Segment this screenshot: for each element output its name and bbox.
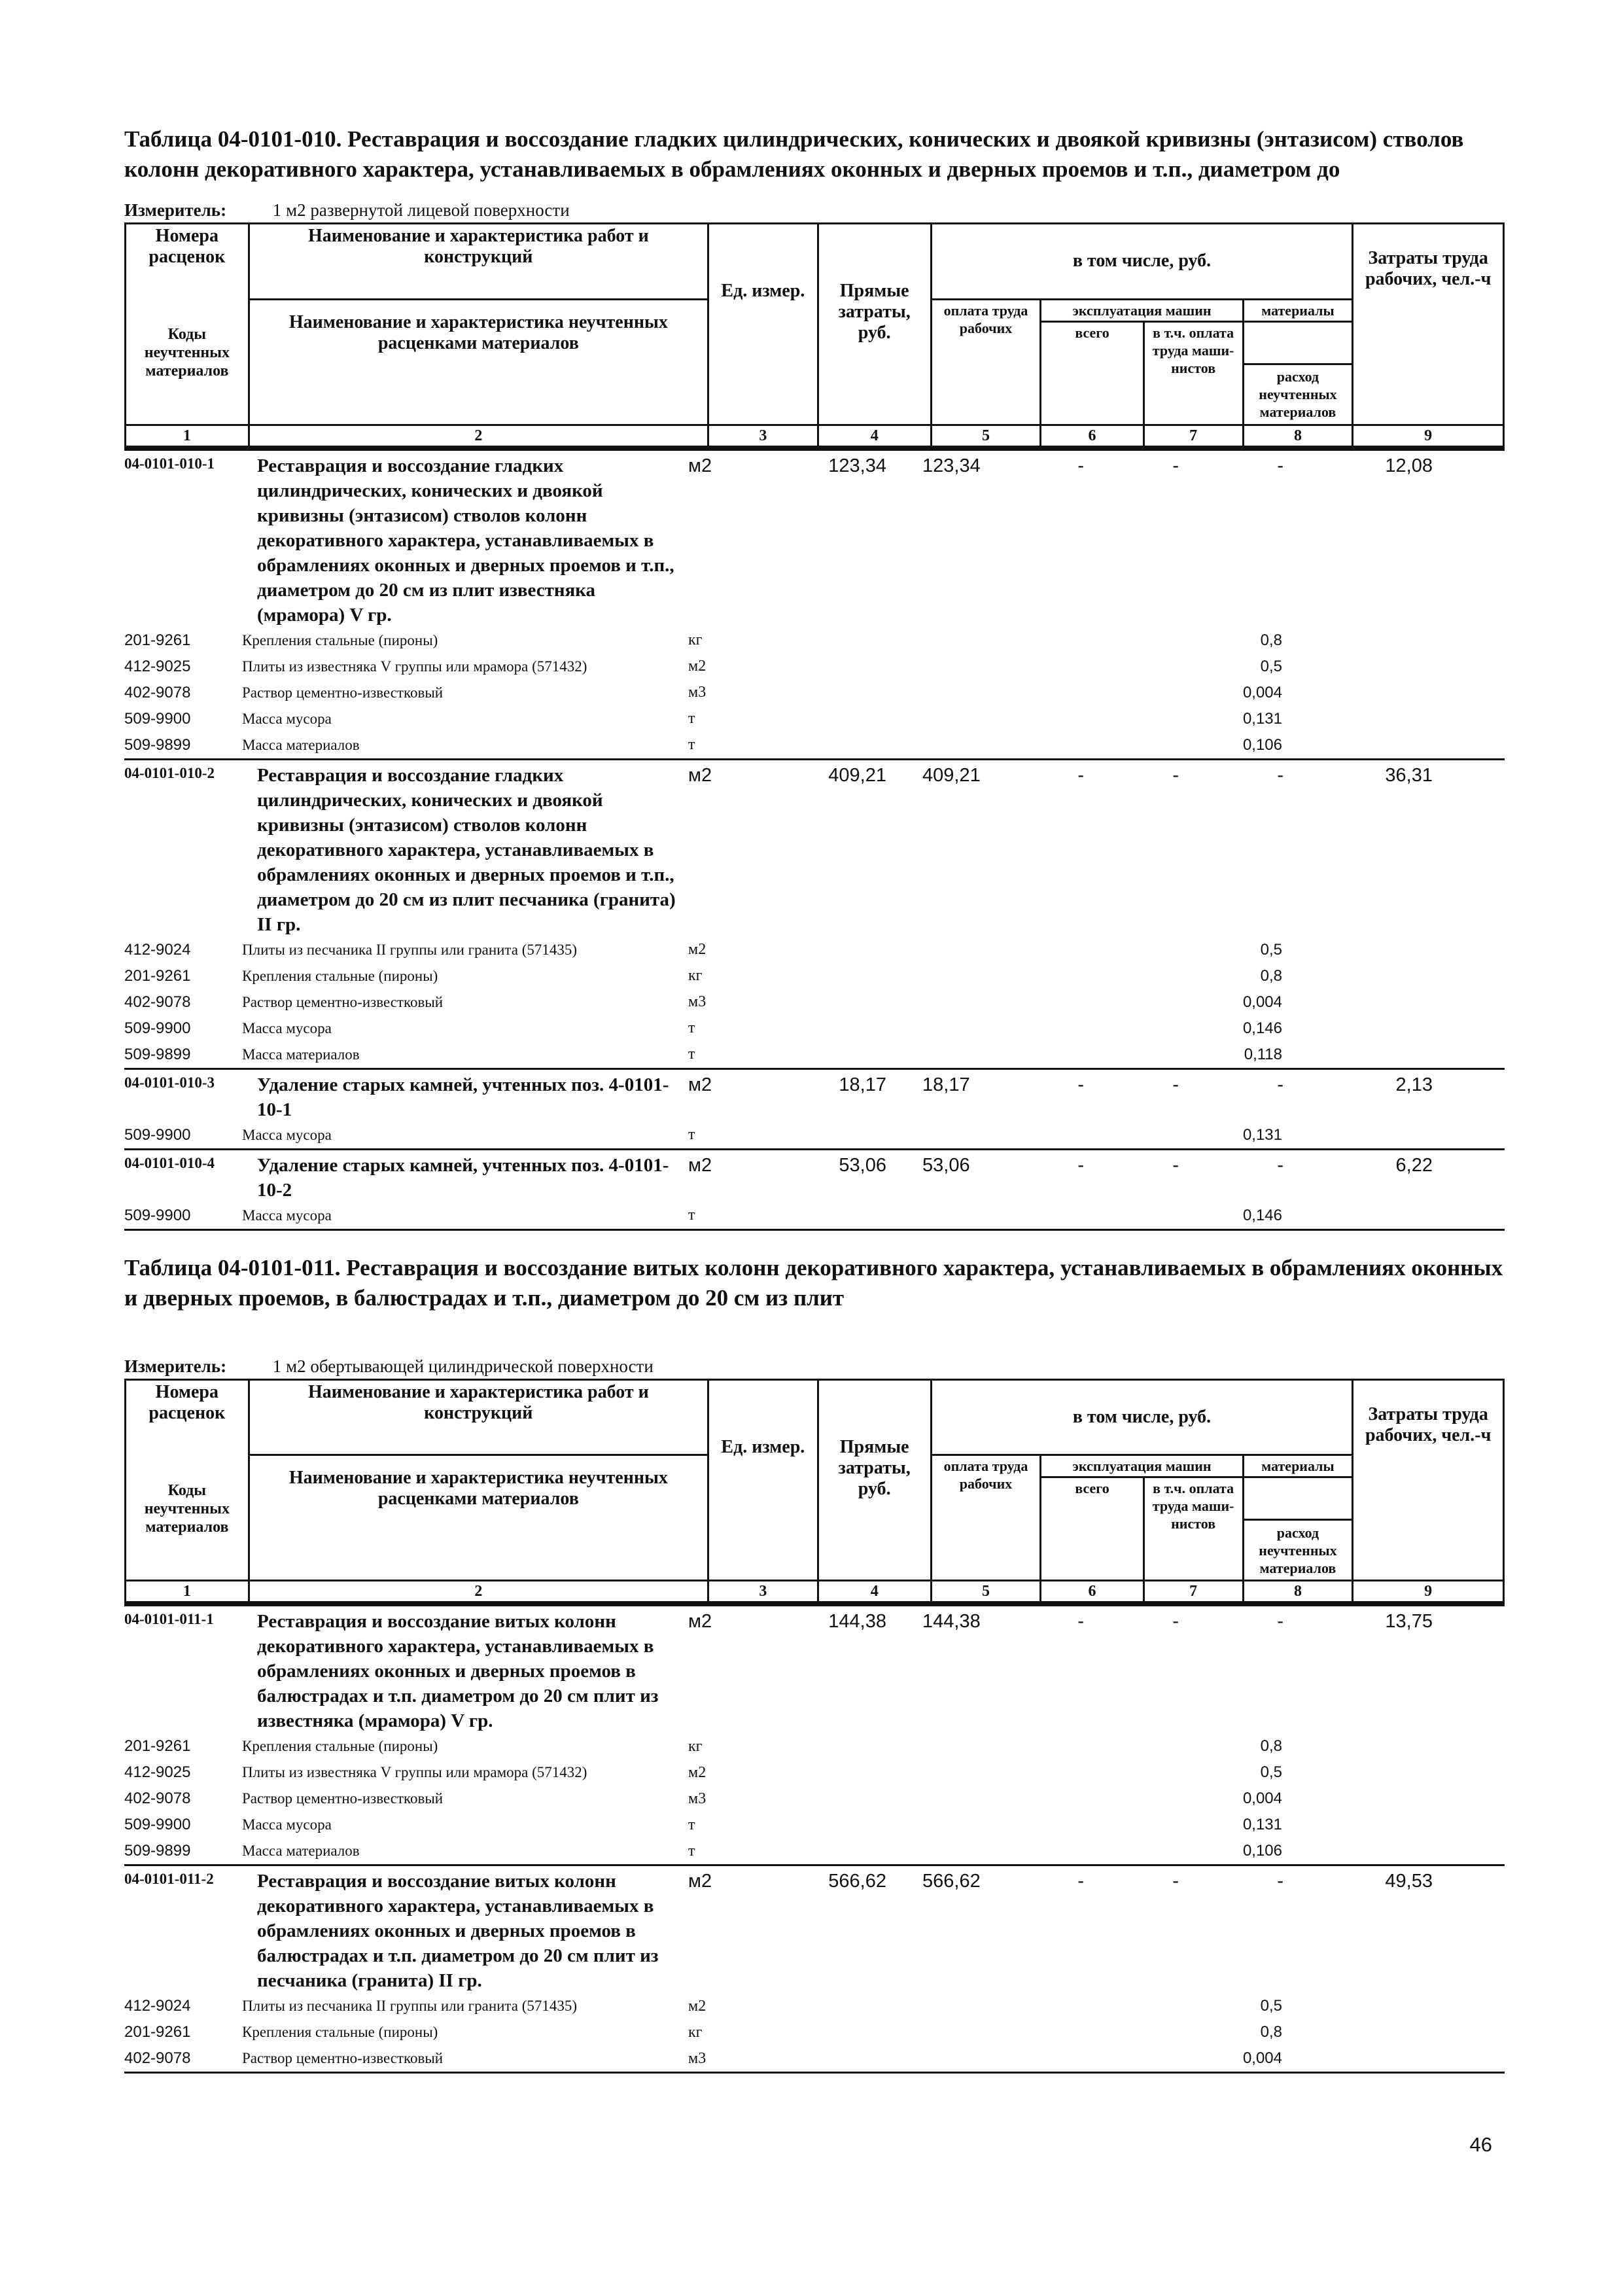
material-qty: 0,5 [1260,657,1282,675]
material-unit: т [688,736,695,753]
header-labor: оплата труда рабочих [931,1455,1041,1581]
material-row [124,989,1505,1016]
col-number: 4 [818,425,931,447]
machine-labor-cost: - [1172,455,1179,476]
direct-cost: 566,62 [828,1871,886,1892]
material-code: 201-9261 [124,966,191,985]
material-name: Плиты из песчаника II группы или гранита (571435) [242,941,578,958]
header-direct: Прямые затраты, руб. [818,1379,931,1581]
material-unit: кг [688,2023,703,2041]
header-mach-labor: в т.ч. оплата труда маши-нистов [1143,321,1243,425]
labor-hours: 2,13 [1395,1074,1433,1095]
table-row [124,1864,1505,1993]
material-name: Крепления стальные (пироны) [242,631,438,648]
table-row [124,449,1505,627]
table-header [124,222,1505,449]
header-codes: Коды неучтенных материалов [126,1455,249,1581]
labor-cost: 53,06 [922,1154,970,1176]
header-mach: эксплуатация машин [1041,299,1243,321]
rate-code: 04-0101-010-2 [124,764,215,781]
rate-description: Удаление старых камней, учтенных поз. 4-0101-10-2 [257,1154,669,1201]
material-code: 509-9900 [124,1816,191,1833]
table-body [124,449,1505,1231]
material-name: Масса мусора [242,1816,332,1833]
material-qty: 0,146 [1242,1019,1282,1037]
material-qty: 0,5 [1260,940,1282,959]
material-row [124,1203,1505,1229]
col-number: 3 [708,425,818,447]
header-mach-labor: в т.ч. оплата труда маши-нистов [1143,1477,1243,1581]
material-name: Раствор цементно-известковый [242,993,444,1010]
labor-cost: 409,21 [922,764,981,786]
material-unit: кг [688,631,703,648]
col-number: 7 [1143,1581,1243,1603]
rate-code: 04-0101-011-1 [124,1611,214,1627]
material-row [124,2045,1505,2072]
direct-cost: 123,34 [828,455,886,476]
header-mat-qty: расход неучтенных материалов [1243,364,1353,425]
table-04-0101-010 [124,124,1505,1231]
material-row [124,1786,1505,1812]
material-qty: 0,004 [1242,1790,1282,1807]
rate-unit: м2 [688,1154,712,1176]
col-number: 9 [1353,425,1504,447]
material-qty: 0,146 [1242,1206,1282,1224]
rate-unit: м2 [688,1074,712,1095]
labor-cost: 566,62 [922,1871,981,1892]
material-code: 509-9900 [124,709,191,728]
material-qty: 0,004 [1242,993,1282,1011]
material-unit: м3 [688,2049,707,2067]
rate-description: Удаление старых камней, учтенных поз. 4-0101-10-1 [257,1074,669,1120]
material-cost: - [1277,764,1283,786]
material-qty: 0,004 [1242,683,1282,701]
table-row [124,1148,1505,1203]
material-row [124,937,1505,963]
material-code: 412-9024 [124,940,191,959]
rate-code: 04-0101-010-4 [124,1154,215,1171]
material-qty: 0,131 [1242,1816,1282,1833]
table-body [124,1604,1505,2074]
material-code: 402-9078 [124,1790,191,1807]
header-mat-name: Наименование и характеристика неучтенных расценками материалов [249,299,708,425]
col-number: 2 [249,1581,708,1603]
material-code: 509-9900 [124,1206,191,1224]
rate-code: 04-0101-010-1 [124,455,215,472]
col-number: 5 [931,425,1041,447]
table-header [124,1379,1505,1605]
machine-cost: - [1077,1074,1084,1095]
material-row [124,1759,1505,1786]
col-number: 5 [931,1581,1041,1603]
table-row [124,758,1505,937]
rate-description: Реставрация и воссоздание витых колонн декоративного характера, устанавливаемых в обрамлениях оконных и дверных проемов в балюстрадах и т.п. диаметром до 20 см плит из известняка (мрамора) V гр. [257,1611,659,1731]
material-cost: - [1277,1074,1283,1095]
measure-line [124,1355,1505,1377]
header-hours: Затраты труда рабочих, чел.-ч [1353,224,1504,425]
material-qty: 0,106 [1242,1842,1282,1860]
material-qty: 0,118 [1244,1045,1282,1063]
material-code: 509-9900 [124,1019,191,1037]
machine-labor-cost: - [1172,1611,1179,1632]
material-row [124,963,1505,989]
material-row [124,1016,1505,1042]
material-code: 402-9078 [124,993,191,1011]
material-unit: т [688,1019,695,1036]
col-number: 4 [818,1581,931,1603]
material-name: Масса мусора [242,710,332,727]
labor-cost: 18,17 [922,1074,970,1095]
material-unit: кг [688,1737,703,1755]
header-mach-total: всего [1041,321,1143,425]
material-row [124,654,1505,680]
machine-labor-cost: - [1172,1154,1179,1176]
material-unit: т [688,710,695,727]
rate-unit: м2 [688,764,712,786]
header-codes: Коды неучтенных материалов [126,299,249,425]
material-code: 412-9025 [124,657,191,675]
material-name: Масса мусора [242,1019,332,1036]
header-number: Номера расценок [126,224,249,300]
material-code: 509-9899 [124,1045,191,1063]
table-title: Таблица 04-0101-011. Реставрация и воссоздание витых колонн декоративного характера, устанавливаемых в обрамлениях оконных и дверных проемов, в балюстрадах и т.п., диаметром до 20 см из плит [124,1254,1503,1311]
col-number: 6 [1041,1581,1143,1603]
material-qty: 0,8 [1260,966,1282,985]
machine-labor-cost: - [1172,1871,1179,1892]
machine-labor-cost: - [1172,1074,1179,1095]
machine-cost: - [1077,764,1084,786]
rate-unit: м2 [688,1871,712,1892]
material-unit: т [688,1126,695,1143]
header-hours: Затраты труда рабочих, чел.-ч [1353,1379,1504,1581]
material-code: 412-9024 [124,1997,191,2015]
table-row [124,1068,1505,1122]
material-name: Раствор цементно-известковый [242,2050,444,2066]
machine-cost: - [1077,455,1084,476]
direct-cost: 409,21 [828,764,886,786]
measure-label: Измеритель: [124,200,227,220]
material-qty: 0,131 [1242,1125,1282,1144]
rate-description: Реставрация и воссоздание гладких цилиндрических, конических и двоякой кривизны (энтазисом) стволов колонн декоративного характера, устанавливаемых в обрамлениях оконных и дверных проемов и т.п., диаметром до 20 см из плит известняка (мрамора) V гр. [257,455,674,626]
material-cost: - [1277,1154,1283,1176]
material-row [124,1122,1505,1148]
material-qty: 0,131 [1242,709,1282,728]
header-name: Наименование и характеристика работ и конструкций [249,224,708,300]
material-row [124,680,1505,706]
material-qty: 0,106 [1242,735,1282,754]
col-number: 2 [249,425,708,447]
material-unit: м2 [688,941,707,958]
material-unit: т [688,1816,695,1833]
table-title: Таблица 04-0101-010. Реставрация и воссоздание гладких цилиндрических, конических и двоякой кривизны (энтазисом) стволов колонн декоративного характера, устанавливаемых в обрамлениях оконных и дверных проемов и т.п., диаметром до [124,126,1464,182]
material-row [124,627,1505,654]
direct-cost: 18,17 [839,1074,886,1095]
labor-hours: 12,08 [1385,455,1433,476]
measure-value: 1 м2 развернутой лицевой поверхности [272,200,570,220]
material-qty: 0,8 [1260,2023,1282,2041]
header-direct: Прямые затраты, руб. [818,224,931,425]
material-cost: - [1277,455,1283,476]
header-mat-name: Наименование и характеристика неучтенных расценками материалов [249,1455,708,1581]
measure-line [124,199,1505,221]
material-qty: 0,5 [1260,1997,1282,2015]
material-name: Масса материалов [242,1843,360,1859]
material-unit: м3 [688,993,707,1010]
table-04-0101-011 [124,1253,1505,2074]
col-number: 1 [126,1581,249,1603]
rate-unit: м2 [688,455,712,476]
material-row [124,1993,1505,2019]
header-incl: в том числе, руб. [931,224,1353,300]
header-incl: в том числе, руб. [931,1379,1353,1455]
col-number: 8 [1243,425,1353,447]
table-row [124,1604,1505,1733]
col-number: 1 [126,425,249,447]
material-unit: м2 [688,658,707,675]
labor-cost: 123,34 [922,455,981,476]
material-row [124,706,1505,732]
col-number: 9 [1353,1581,1504,1603]
rate-description: Реставрация и воссоздание гладких цилиндрических, конических и двоякой кривизны (энтазисом) стволов колонн декоративного характера, устанавливаемых в обрамлениях оконных и дверных проемов и т.п., диаметром до 20 см из плит песчаника (гранита) II гр. [257,764,676,935]
material-code: 412-9025 [124,1763,191,1781]
rate-unit: м2 [688,1611,712,1632]
machine-labor-cost: - [1172,764,1179,786]
material-unit: т [688,1842,695,1860]
material-unit: м3 [688,684,707,701]
labor-hours: 36,31 [1385,764,1433,786]
material-code: 201-9261 [124,2023,191,2041]
document-page [124,124,1505,2074]
material-cost: - [1277,1871,1283,1892]
rate-code: 04-0101-011-2 [124,1871,214,1887]
material-name: Масса мусора [242,1126,332,1143]
machine-cost: - [1077,1611,1084,1632]
direct-cost: 144,38 [828,1611,886,1632]
material-name: Крепления стальные (пироны) [242,1738,438,1754]
material-row [124,1812,1505,1838]
material-code: 201-9261 [124,1737,191,1755]
material-qty: 0,004 [1242,2049,1282,2067]
col-number: 6 [1041,425,1143,447]
material-row [124,1042,1505,1068]
material-name: Масса материалов [242,1046,360,1063]
header-unit: Ед. измер. [708,1379,818,1581]
measure-label: Измеритель: [124,1356,227,1376]
header-unit: Ед. измер. [708,224,818,425]
material-name: Крепления стальные (пироны) [242,967,438,984]
material-name: Раствор цементно-известковый [242,684,444,701]
col-number: 3 [708,1581,818,1603]
header-mach-total: всего [1041,1477,1143,1581]
material-name: Масса мусора [242,1207,332,1224]
material-name: Крепления стальные (пироны) [242,2024,438,2040]
material-row [124,2019,1505,2045]
material-row [124,1733,1505,1759]
labor-cost: 144,38 [922,1611,981,1632]
measure-value: 1 м2 обертывающей цилиндрической поверхности [272,1356,654,1376]
labor-hours: 49,53 [1385,1871,1433,1892]
material-unit: т [688,1046,695,1063]
material-unit: м2 [688,1997,707,2015]
header-labor: оплата труда рабочих [931,299,1041,425]
page-number: 46 [1469,2133,1492,2156]
material-code: 402-9078 [124,2049,191,2067]
labor-hours: 6,22 [1395,1154,1433,1176]
material-name: Масса материалов [242,736,360,753]
material-name: Плиты из известняка V группы или мрамора (571432) [242,1764,587,1780]
material-cost: - [1277,1611,1283,1632]
material-code: 509-9899 [124,735,191,754]
material-code: 402-9078 [124,683,191,701]
col-number: 7 [1143,425,1243,447]
material-unit: м3 [688,1790,707,1807]
direct-cost: 53,06 [839,1154,886,1176]
material-row [124,1838,1505,1864]
material-code: 201-9261 [124,631,191,649]
header-mach: эксплуатация машин [1041,1455,1243,1477]
table-end-rule [124,2072,1505,2074]
machine-cost: - [1077,1154,1084,1176]
material-name: Плиты из известняка V группы или мрамора (571432) [242,658,587,675]
material-code: 509-9900 [124,1125,191,1144]
rate-code: 04-0101-010-3 [124,1074,215,1091]
material-row [124,732,1505,758]
header-name: Наименование и характеристика работ и конструкций [249,1379,708,1455]
material-qty: 0,8 [1260,631,1282,649]
header-mat: материалы [1243,299,1353,321]
header-mat-qty: расход неучтенных материалов [1243,1520,1353,1581]
material-qty: 0,8 [1260,1737,1282,1755]
rate-description: Реставрация и воссоздание витых колонн декоративного характера, устанавливаемых в обрамлениях оконных и дверных проемов в балюстрадах и т.п. диаметром до 20 см плит из песчаника (гранита) II гр. [257,1871,659,1991]
material-name: Раствор цементно-известковый [242,1790,444,1807]
material-code: 509-9899 [124,1842,191,1860]
material-name: Плиты из песчаника II группы или гранита (571435) [242,1998,578,2014]
header-mat: материалы [1243,1455,1353,1477]
header-number: Номера расценок [126,1379,249,1455]
material-qty: 0,5 [1260,1763,1282,1781]
material-unit: м2 [688,1763,707,1781]
machine-cost: - [1077,1871,1084,1892]
col-number: 8 [1243,1581,1353,1603]
material-unit: кг [688,967,703,984]
material-unit: т [688,1207,695,1224]
labor-hours: 13,75 [1385,1611,1433,1632]
